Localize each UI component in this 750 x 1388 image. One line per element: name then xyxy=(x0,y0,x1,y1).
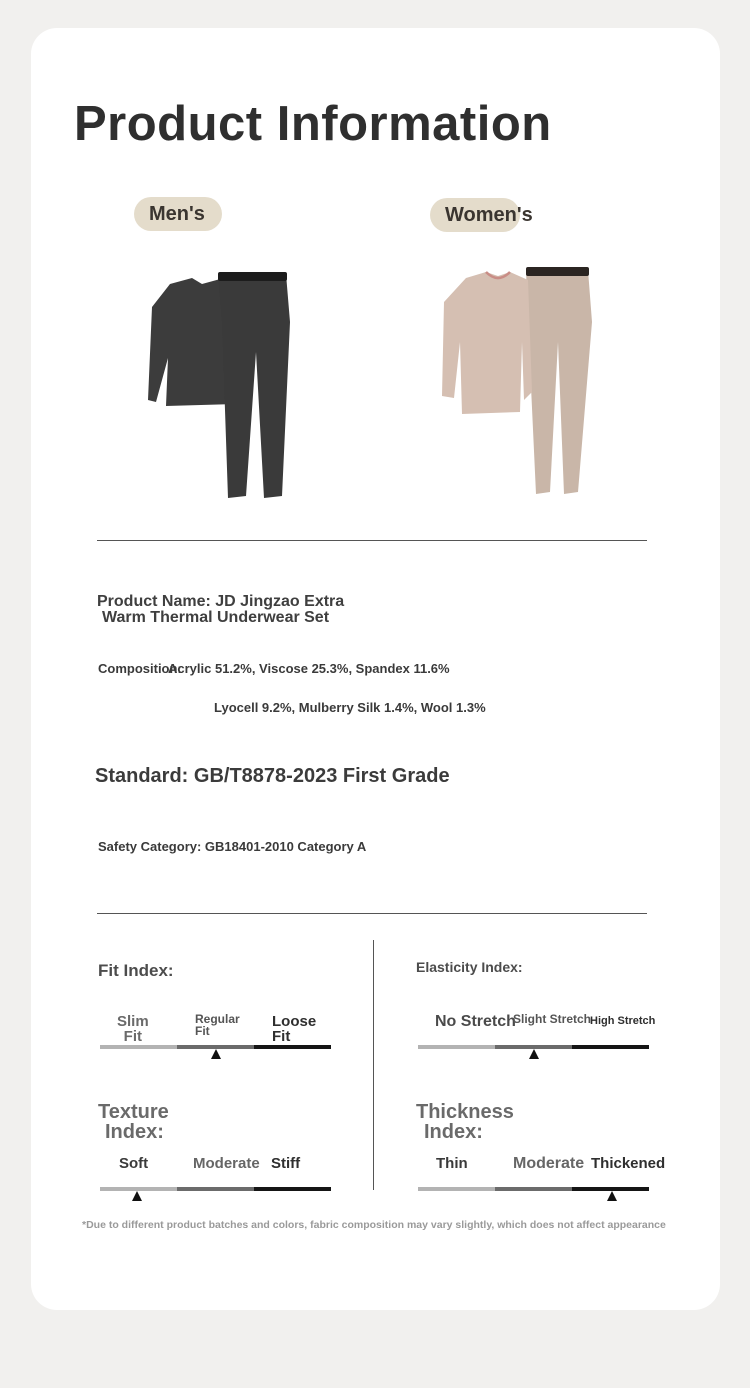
footnote-text: *Due to different product batches and colors, fabric composition may vary slightly, which does not affect appearance xyxy=(82,1219,666,1231)
divider-top xyxy=(97,540,647,541)
fit-label-slim: Slim Fit xyxy=(117,1013,149,1045)
index-column-divider xyxy=(373,940,374,1190)
womens-label-pill xyxy=(430,198,533,232)
product-name-line1: Product Name: JD Jingzao Extra xyxy=(97,593,345,610)
fit-index-title: Fit Index: xyxy=(98,961,174,980)
mens-thermal-set-image xyxy=(140,262,300,502)
fit-label-loose: Loose Fit xyxy=(272,1013,317,1045)
mens-label-pill xyxy=(134,197,222,231)
thickness-label-thickened: Thickened xyxy=(591,1155,666,1172)
thickness-label-moderate: Moderate xyxy=(513,1155,585,1172)
elasticity-level-marker xyxy=(529,1049,539,1059)
texture-level-marker xyxy=(132,1191,142,1201)
fit-label-regular: Regular Fit xyxy=(195,1012,240,1038)
composition-line1: Acrylic 51.2%, Viscose 25.3%, Spandex 11.6% xyxy=(168,661,450,676)
thickness-scale-bar xyxy=(418,1187,649,1191)
footnote-clip xyxy=(82,1219,750,1231)
womens-label: Women's xyxy=(445,204,533,226)
composition-label: Composition: xyxy=(98,661,182,676)
texture-index-title-line1: Texture xyxy=(98,1101,169,1123)
product-name-line2: Warm Thermal Underwear Set xyxy=(102,609,330,626)
elasticity-label-slight: Slight Stretch xyxy=(513,1012,592,1026)
thickness-label-thin: Thin xyxy=(436,1155,468,1172)
thickness-index-title-line1: Thickness xyxy=(416,1101,514,1123)
composition-line2: Lyocell 9.2%, Mulberry Silk 1.4%, Wool 1.3% xyxy=(214,700,486,715)
texture-label-moderate: Moderate xyxy=(193,1155,260,1172)
fit-level-marker xyxy=(211,1049,221,1059)
texture-index-title-line2: Index: xyxy=(105,1121,164,1143)
safety-category-text: Safety Category: GB18401-2010 Category A xyxy=(98,839,367,854)
divider-middle xyxy=(97,913,647,914)
fit-scale-bar xyxy=(100,1045,331,1049)
texture-scale-bar xyxy=(100,1187,331,1191)
standard-text: Standard: GB/T8878-2023 First Grade xyxy=(95,765,450,787)
elasticity-scale-bar xyxy=(418,1045,649,1049)
elasticity-index-title: Elasticity Index: xyxy=(416,959,523,975)
texture-label-soft: Soft xyxy=(119,1155,149,1172)
womens-thermal-set-image xyxy=(432,262,602,502)
elasticity-label-none: No Stretch xyxy=(435,1013,516,1030)
page-title: Product Information xyxy=(74,97,552,151)
thickness-index-title-line2: Index: xyxy=(424,1121,483,1143)
elasticity-label-high: High Stretch xyxy=(590,1015,656,1027)
mens-label: Men's xyxy=(149,203,205,225)
thickness-level-marker xyxy=(607,1191,617,1201)
texture-label-stiff: Stiff xyxy=(271,1155,301,1172)
